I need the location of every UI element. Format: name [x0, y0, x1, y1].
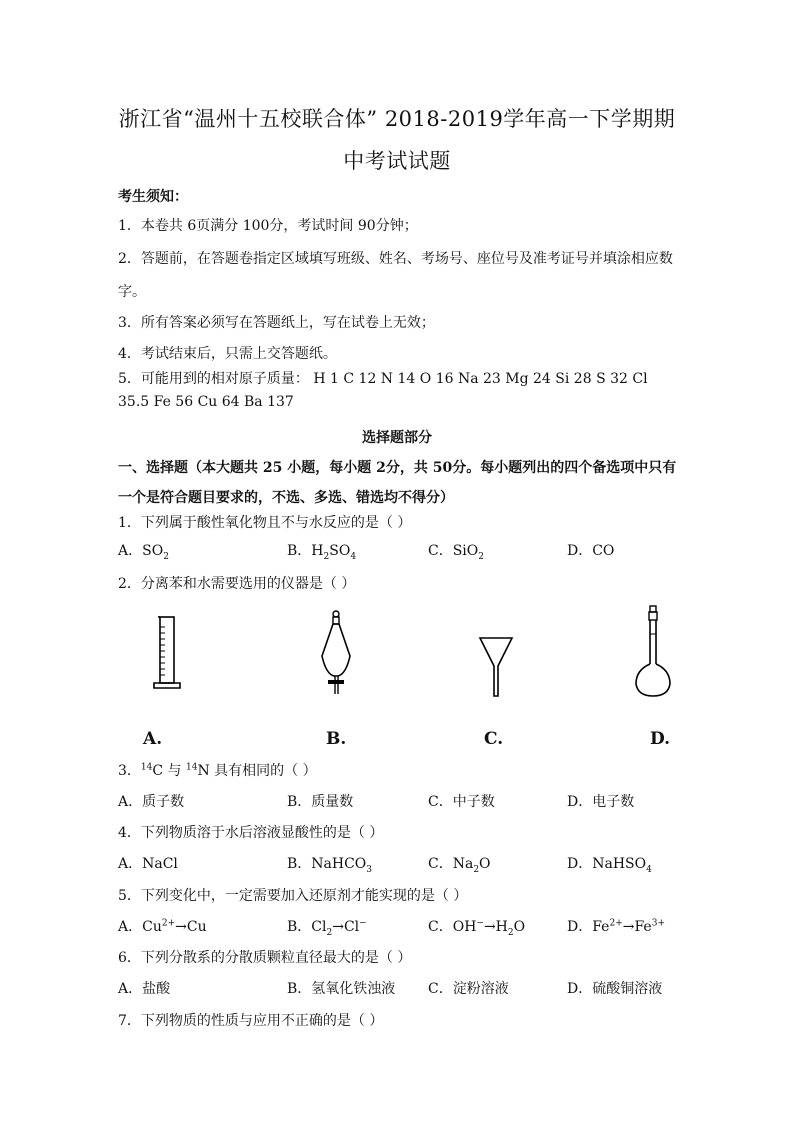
volumetric-flask-figure — [632, 604, 676, 700]
q4-stem: 4．下列物质溶于水后溶液显酸性的是（ ） — [118, 825, 384, 841]
q4-option-d: D．NaHSO$_4$ — [567, 856, 652, 875]
q5-option-d: D．$Fe^{2+}\to Fe^{3+}$ — [567, 918, 665, 935]
q2-stem: 2．分离苯和水需要选用的仪器是（ ） — [118, 576, 356, 592]
notice-item-2: 2．答题前，在答题卷指定区域填写班级、姓名、考场号、座位号及准考证号并填涂相应数 — [118, 251, 673, 267]
section-intro-2: 一个是符合题目要求的，不选、多选、错选均不得分） — [118, 490, 454, 506]
q6-option-d: D．硫酸铜溶液 — [567, 981, 663, 997]
q4-option-a: A．NaCl — [118, 856, 178, 872]
q5-option-a: A．$Cu^{2+}\to Cu$ — [118, 918, 207, 935]
q1-option-b: B．$H_2SO_4$ — [287, 543, 357, 562]
q7-stem: 7．下列物质的性质与应用不正确的是（ ） — [118, 1013, 384, 1029]
separatory-funnel-figure — [316, 610, 356, 696]
q1-stem: 1．下列属于酸性氧化物且不与水反应的是（ ） — [118, 515, 412, 531]
q3-option-c: C．中子数 — [428, 794, 495, 810]
q6-option-a: A．盐酸 — [118, 981, 171, 997]
notice-item-1: 1．本卷共 6页满分 100分，考试时间 90分钟； — [118, 218, 418, 234]
q2-figure-label-d: D. — [650, 729, 671, 749]
section-heading: 选择题部分 — [362, 430, 432, 446]
q6-option-b: B．氢氧化铁浊液 — [287, 981, 396, 997]
q6-option-c: C．淀粉溶液 — [428, 981, 509, 997]
q5-stem: 5．下列变化中，一定需要加入还原剂才能实现的是（ ） — [118, 888, 468, 904]
q4-option-b: B．NaHCO$_3$ — [287, 856, 373, 875]
notice-item-5: 5．可能用到的相对原子质量： H 1 C 12 N 14 O 16 Na 23 Mg 24 Si 28 S 32 Cl — [118, 371, 648, 387]
q4-option-c: C．$Na_2O$ — [428, 856, 491, 875]
q1-option-a: A．$SO_2$ — [118, 543, 169, 562]
q3-option-d: D．电子数 — [567, 794, 635, 810]
q2-figure-label-c: C. — [484, 729, 504, 749]
notice-heading: 考生须知： — [118, 189, 188, 205]
exam-title-line1: 浙江省“温州十五校联合体” 2018-2019学年高一下学期期 — [118, 107, 676, 131]
notice-item-5-cont: 35.5 Fe 56 Cu 64 Ba 137 — [118, 394, 294, 410]
q3-option-b: B．质量数 — [287, 794, 354, 810]
notice-item-2-cont: 字。 — [118, 284, 146, 300]
q1-option-c: C．SiO$_2$ — [428, 543, 484, 562]
q2-figure-label-b: B. — [326, 729, 347, 749]
notice-item-3: 3．所有答案必须写在答题纸上，写在试卷上无效； — [118, 315, 435, 331]
q6-stem: 6．下列分散系的分散质颗粒直径最大的是（ ） — [118, 950, 412, 966]
q3-stem: 3．$^{14}$C 与 $^{14}$N 具有相同的（ ） — [118, 762, 317, 779]
q5-option-c: C．$OH^-\to H_2O$ — [428, 918, 526, 938]
funnel-figure — [478, 636, 514, 700]
q1-option-d: D．CO — [567, 543, 615, 559]
section-intro-1: 一、选择题（本大题共 25 小题，每小题 2分，共 50分。每小题列出的四个备选项中只有 — [118, 460, 677, 476]
exam-title-line2: 中考试试题 — [343, 149, 451, 173]
graduated-cylinder-figure — [148, 613, 188, 693]
q5-option-b: B．$Cl_2\to Cl^-$ — [287, 918, 367, 938]
q3-option-a: A．质子数 — [118, 794, 185, 810]
notice-item-4: 4．考试结束后，只需上交答题纸。 — [118, 346, 337, 362]
q2-figure-label-a: A. — [143, 729, 163, 749]
